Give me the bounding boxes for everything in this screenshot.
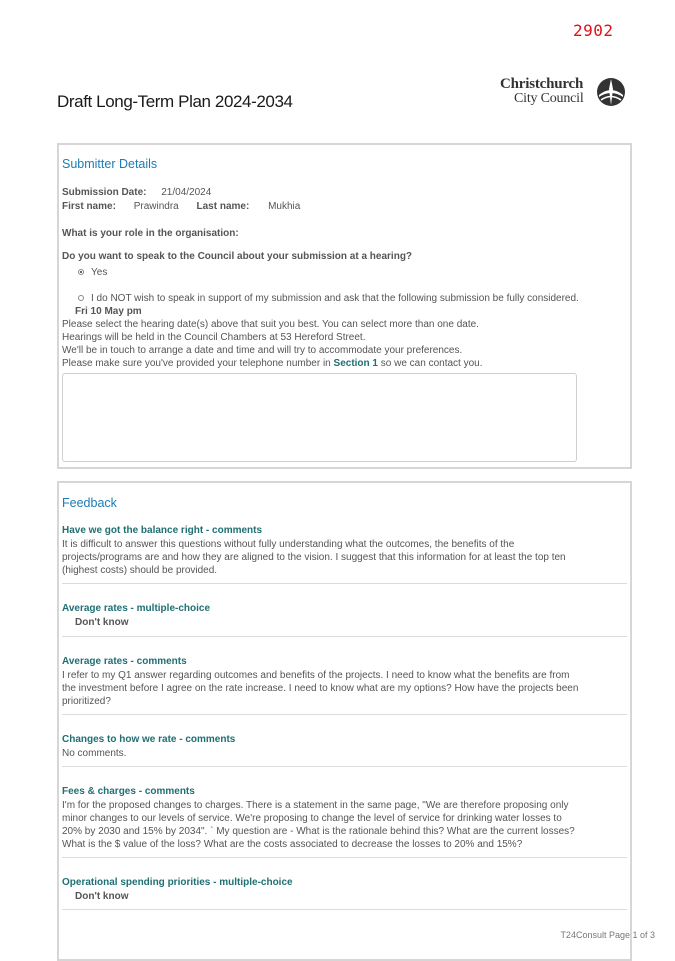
first-name-value: Prawindra (133, 201, 179, 212)
option-no-label: I do NOT wish to speak in support of my submission and ask that the following submission be fully considered. (91, 293, 579, 304)
submission-date-row (62, 186, 211, 199)
radio-yes[interactable] (78, 269, 84, 275)
section-1-link[interactable]: Section 1 (333, 358, 378, 369)
feedback-item-line: I'm for the proposed changes to charges. There is a statement in the same page, "We are therefore proposing only (62, 800, 569, 811)
feedback-item-line: I refer to my Q1 answer regarding outcomes and benefits of the projects. I need to know what the benefits are from (62, 670, 570, 681)
divider (62, 857, 627, 858)
submission-date-value: 21/04/2024 (161, 187, 212, 198)
logo-line-1: Christchurch (500, 76, 584, 92)
feedback-item-title: Changes to how we rate - comments (62, 734, 236, 745)
name-row (62, 200, 300, 213)
radio-no[interactable] (78, 295, 84, 301)
first-name-label: First name: (62, 201, 116, 212)
role-question: What is your role in the organisation: (62, 228, 239, 239)
council-logo (500, 76, 628, 108)
page-footer: T24Consult Page 1 of 3 (560, 930, 655, 940)
info-4-text: Please make sure you've provided your telephone number in (62, 358, 331, 369)
divider (62, 636, 627, 637)
hearing-info-2: Hearings will be held in the Council Chambers at 53 Hereford Street. (62, 332, 366, 343)
document-title: Draft Long-Term Plan 2024-2034 (57, 92, 293, 111)
feedback-item-title: Average rates - comments (62, 656, 187, 667)
feedback-item-line: No comments. (62, 748, 127, 759)
feedback-item-line: (highest costs) should be provided. (62, 565, 218, 576)
feedback-item-title: Operational spending priorities - multiple-choice (62, 877, 293, 888)
submitter-details-heading: Submitter Details (62, 157, 158, 171)
page-number-stamp: 2902 (573, 21, 614, 40)
feedback-item-line: 20% by 2030 and 15% by 2034". ` My question are - What is the rationale behind this? What are the current losses? (62, 826, 575, 837)
feedback-item-title: Average rates - multiple-choice (62, 603, 211, 614)
feedback-item-line: minor changes to our levels of service. We're proposing to change the level of service for drinking water losses to (62, 813, 562, 824)
feedback-item-title: Have we got the balance right - comments (62, 525, 263, 536)
info-4-text-end: so we can contact you. (380, 358, 483, 369)
feedback-item-answer: Don't know (75, 891, 129, 902)
feedback-item-line: What is the $ value of the loss? What are the costs associated to decrease the losses to 20% and 15%? (62, 839, 523, 850)
feedback-item-line: projects/programs are and how they are aligned to the vision. I suggest that this information for at least the top ten (62, 552, 566, 563)
hearing-question: Do you want to speak to the Council about your submission at a hearing? (62, 251, 413, 262)
feedback-item-title: Fees & charges - comments (62, 786, 195, 797)
feedback-item-line: the investment before I agree on the rate increase. I need to know what are my options? How have the projects been (62, 683, 579, 694)
divider (62, 714, 627, 715)
hearing-info-1: Please select the hearing date(s) above that suit you best. You can select more than one date. (62, 319, 479, 330)
submission-date-label: Submission Date: (62, 187, 147, 198)
divider (62, 766, 627, 767)
last-name-label: Last name: (196, 201, 250, 212)
feedback-item-answer: Don't know (75, 617, 129, 628)
hearing-info-4 (62, 357, 483, 370)
divider (62, 583, 627, 584)
hearing-date: Fri 10 May pm (75, 306, 142, 317)
last-name-value: Mukhia (268, 201, 301, 212)
cathedral-icon (596, 77, 626, 107)
option-yes-label: Yes (91, 267, 108, 278)
feedback-item-line: It is difficult to answer this questions without fully understanding what the outcomes, the benefits of the (62, 539, 515, 550)
hearing-comments-box[interactable] (62, 373, 577, 462)
feedback-item-line: prioritized? (62, 696, 111, 707)
hearing-info-3: We'll be in touch to arrange a date and time and will try to accommodate your preferences. (62, 345, 463, 356)
feedback-heading: Feedback (62, 496, 117, 510)
logo-line-2: City Council (514, 91, 584, 106)
divider (62, 909, 627, 910)
